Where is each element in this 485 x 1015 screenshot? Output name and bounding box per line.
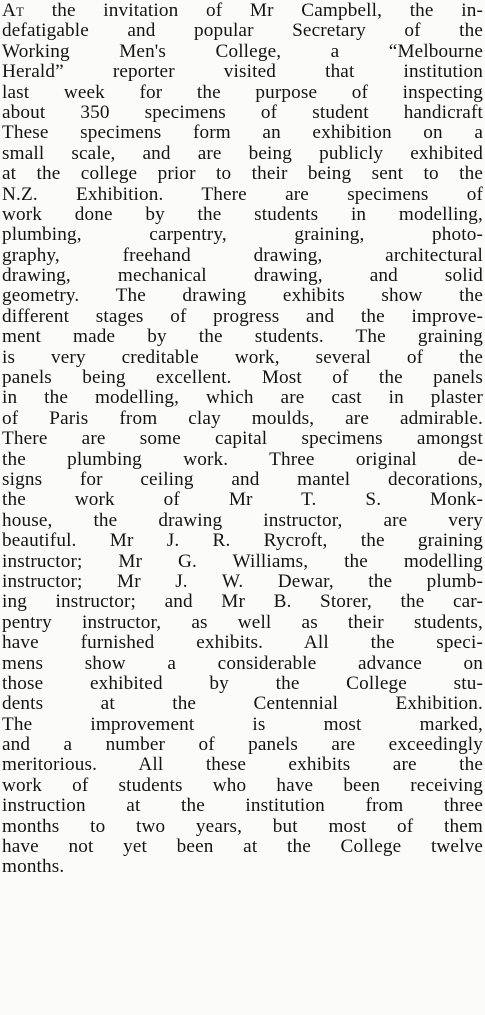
article-line: meritorious. All these exhibits are the [2, 755, 483, 776]
article-line: have furnished exhibits. All the speci- [2, 633, 483, 654]
article-line: work of students who have been receiving [2, 775, 483, 796]
article-line: about 350 specimens of student handicraft [2, 102, 483, 123]
article-line: small scale, and are being publicly exhibited [2, 143, 483, 164]
lead-word: At [2, 1, 25, 21]
article-line [2, 1, 483, 21]
article-line: instructor; Mr G. Williams, the modelling [2, 551, 483, 572]
article-line: the work of Mr T. S. Monk- [2, 490, 483, 511]
article-line: different stages of progress and the improve- [2, 306, 483, 327]
article-line: pentry instructor, as well as their students, [2, 612, 483, 633]
article-line: dents at the Centennial Exhibition. [2, 694, 483, 715]
article-line: the plumbing work. Three original de- [2, 449, 483, 470]
article-line: ing instructor; and Mr B. Storer, the car- [2, 592, 483, 613]
article-line: at the college prior to their being sent to the [2, 164, 483, 185]
article-column [2, 1, 483, 878]
article-line: N.Z. Exhibition. There are specimens of [2, 184, 483, 205]
article-line: defatigable and popular Secretary of the [2, 21, 483, 42]
article-line: geometry. The drawing exhibits show the [2, 286, 483, 307]
article-line: months to two years, but most of them [2, 816, 483, 837]
article-line: last week for the purpose of inspecting [2, 82, 483, 103]
article-line: graphy, freehand drawing, architectural [2, 245, 483, 266]
article-line: mens show a considerable advance on [2, 653, 483, 674]
article-line: signs for ceiling and mantel decorations, [2, 469, 483, 490]
article-line: house, the drawing instructor, are very [2, 510, 483, 531]
article-line: There are some capital specimens amongst [2, 429, 483, 450]
article-line: The improvement is most marked, [2, 714, 483, 735]
article-line: panels being excellent. Most of the panels [2, 368, 483, 389]
article-line: those exhibited by the College stu- [2, 673, 483, 694]
article-line: in the modelling, which are cast in plaster [2, 388, 483, 409]
article-line: months. [2, 857, 65, 878]
article-line: drawing, mechanical drawing, and solid [2, 266, 483, 287]
article-line: Working Men's College, a “Melbourne [2, 41, 483, 62]
article-line: instruction at the institution from three [2, 796, 483, 817]
article-line: is very creditable work, several of the [2, 347, 483, 368]
article-line: plumbing, carpentry, graining, photo- [2, 225, 483, 246]
article-line: These specimens form an exhibition on a [2, 123, 483, 144]
article-line: work done by the students in modelling, [2, 204, 483, 225]
article-line: and a number of panels are exceedingly [2, 735, 483, 756]
article-line: ment made by the students. The graining [2, 327, 483, 348]
article-line: beautiful. Mr J. R. Rycroft, the graining [2, 531, 483, 552]
article-line: of Paris from clay moulds, are admirable. [2, 408, 483, 429]
article-line-text: the invitation of Mr Campbell, the in- [24, 1, 483, 21]
article-line: have not yet been at the College twelve [2, 837, 483, 858]
article-line: Herald” reporter visited that institution [2, 62, 483, 83]
article-line: instructor; Mr J. W. Dewar, the plumb- [2, 571, 483, 592]
